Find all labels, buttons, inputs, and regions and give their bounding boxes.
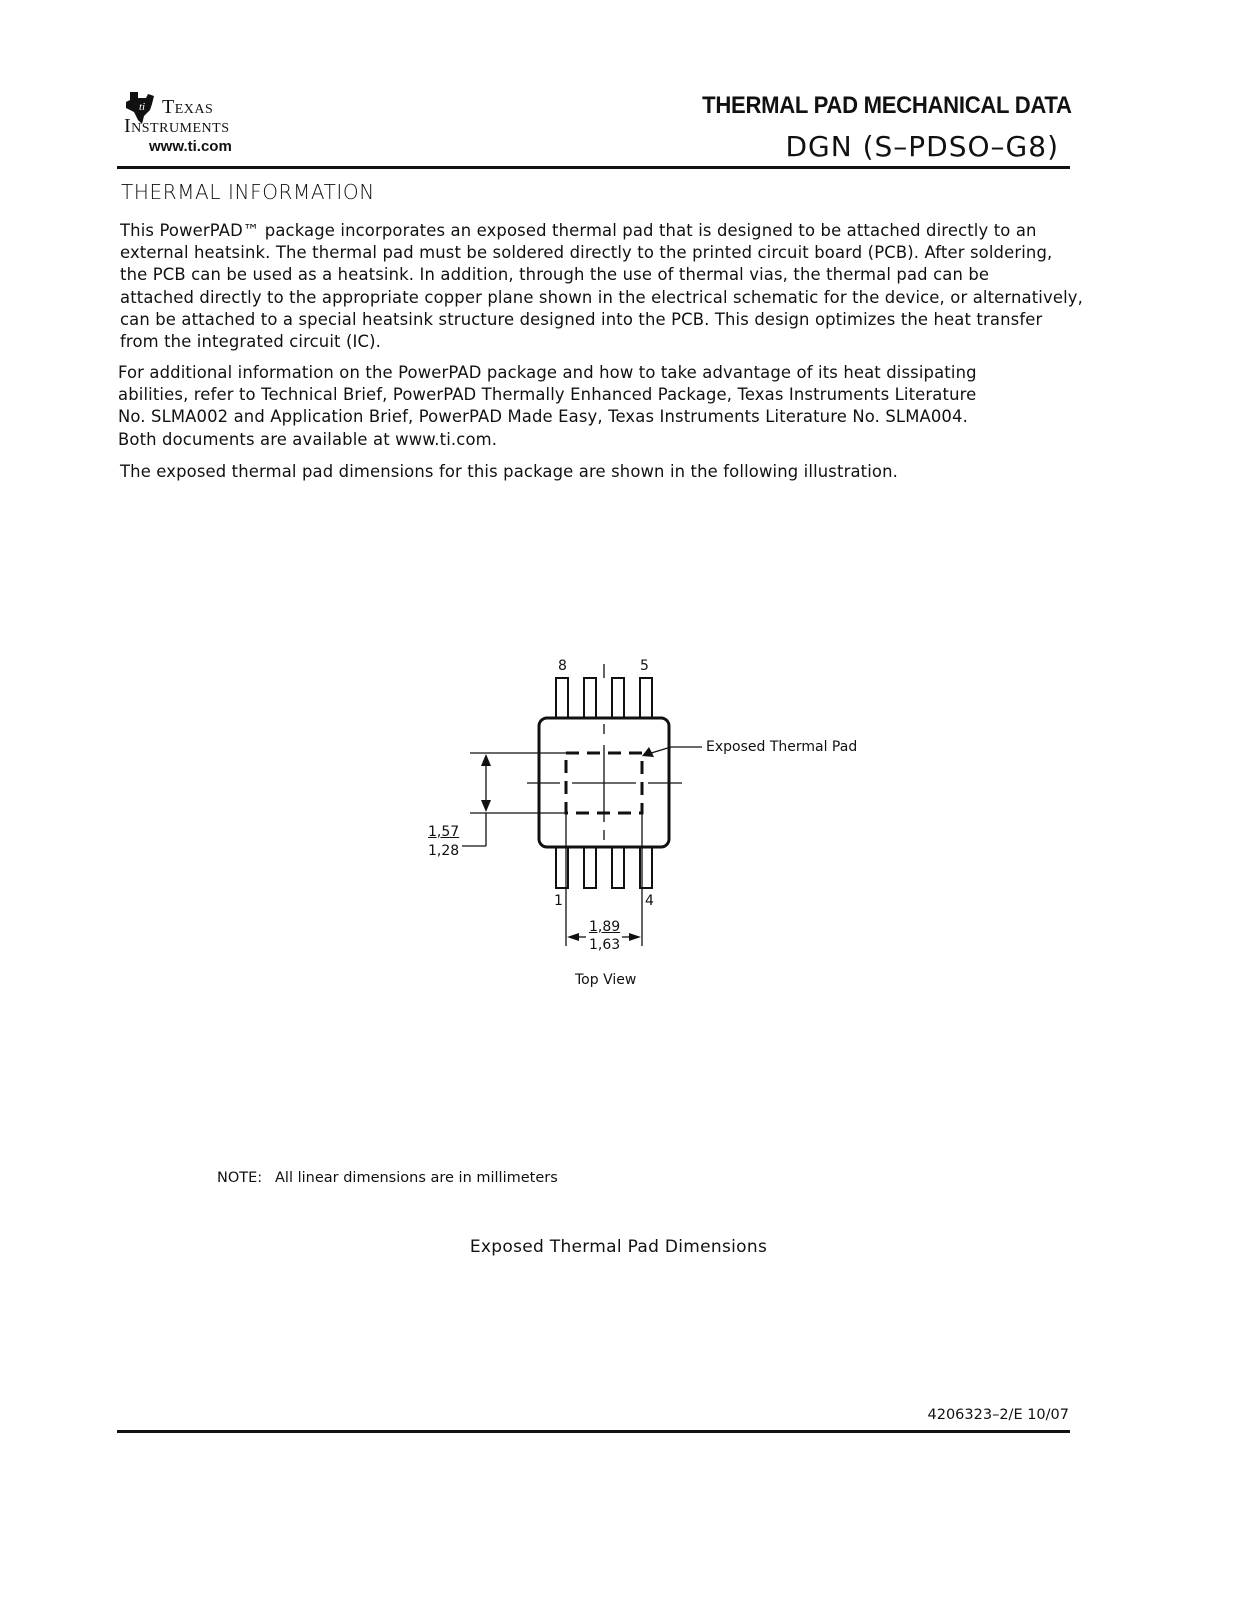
callout-exposed-thermal-pad: Exposed Thermal Pad	[706, 739, 858, 755]
paragraph-line: Both documents are available at www.ti.com.	[118, 429, 498, 449]
dim-arrow	[481, 800, 491, 812]
paragraph-line: The exposed thermal pad dimensions for this package are shown in the following illustration.	[120, 462, 899, 481]
document-title: THERMAL PAD MECHANICAL DATA	[702, 92, 1072, 119]
paragraph-powerpad-intro	[120, 220, 1083, 353]
paragraph-line: abilities, refer to Technical Brief, PowerPAD Thermally Enhanced Package, Texas Instruments Literature	[118, 385, 977, 405]
figure-caption: Exposed Thermal Pad Dimensions	[469, 1237, 768, 1257]
note-label: NOTE:	[217, 1170, 263, 1186]
paragraph-line: from the integrated circuit (IC).	[120, 332, 381, 352]
paragraph-line: external heatsink. The thermal pad must be soldered directly to the printed circuit board (PCB). After soldering,	[120, 243, 1053, 263]
dim-vertical-min: 1,28	[428, 843, 460, 859]
dim-arrow	[629, 933, 641, 941]
paragraph-line: the PCB can be used as a heatsink. In addition, through the use of thermal vias, the thermal pad can be	[120, 265, 990, 285]
paragraph-illustration-intro	[120, 461, 898, 483]
dimension-note	[217, 1170, 558, 1186]
pin-bottom	[612, 846, 624, 888]
pin-top	[556, 678, 568, 718]
pin-label-8: 8	[558, 658, 567, 674]
pin-label-4: 4	[645, 893, 654, 909]
paragraph-line: No. SLMA002 and Application Brief, PowerPAD Made Easy, Texas Instruments Literature No. SLMA004.	[118, 407, 968, 427]
dim-horizontal-min: 1,63	[589, 937, 621, 953]
ti-logo	[124, 90, 274, 160]
logo-word-instruments: Instruments	[124, 115, 230, 137]
pin-label-1: 1	[554, 893, 563, 909]
pin-top	[584, 678, 596, 718]
pin-bottom	[584, 846, 596, 888]
header-rule	[117, 166, 1070, 169]
paragraph-line: can be attached to a special heatsink structure designed into the PCB. This design optimizes the heat transfer	[120, 309, 1043, 329]
dim-arrow	[567, 933, 579, 941]
paragraph-line: This PowerPAD™ package incorporates an exposed thermal pad that is designed to be attached directly to an	[120, 221, 1037, 240]
pin-label-5: 5	[640, 658, 649, 674]
view-label: Top View	[575, 972, 637, 988]
note-text: All linear dimensions are in millimeters	[275, 1170, 558, 1186]
pin-top	[640, 678, 652, 718]
svg-text:ti: ti	[139, 101, 146, 113]
dim-vertical-max: 1,57	[428, 824, 460, 840]
paragraph-line: attached directly to the appropriate copper plane shown in the electrical schematic for the device, or alternatively,	[120, 287, 1084, 307]
pin-top	[612, 678, 624, 718]
thermal-pad-drawing	[400, 650, 880, 1010]
logo-word-texas: Texas	[162, 96, 214, 118]
package-code: DGN (S–PDSO–G8)	[785, 130, 1059, 163]
document-number: 4206323–2/E 10/07	[927, 1407, 1069, 1423]
section-heading: THERMAL INFORMATION	[121, 180, 375, 204]
paragraph-additional-info	[118, 362, 977, 451]
dim-horizontal-max: 1,89	[589, 919, 621, 935]
package-outline-svg	[400, 650, 880, 1010]
logo-url: www.ti.com	[149, 138, 232, 155]
footer-rule	[117, 1430, 1070, 1433]
paragraph-line: For additional information on the PowerPAD package and how to take advantage of its heat dissipating	[118, 363, 977, 382]
dim-arrow	[481, 754, 491, 766]
